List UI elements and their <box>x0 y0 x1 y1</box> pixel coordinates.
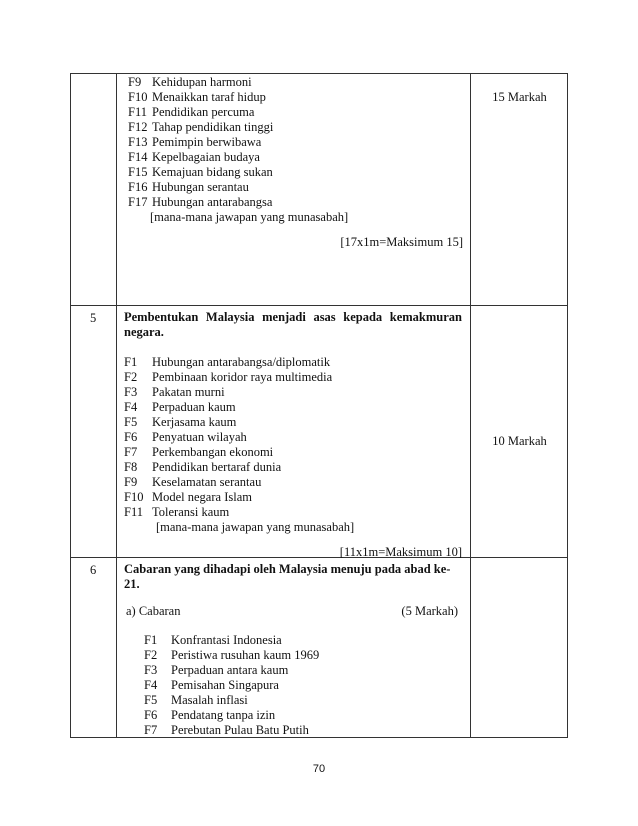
item-code: F5 <box>124 415 138 429</box>
item-text: Perkembangan ekonomi <box>152 445 274 459</box>
item-text: Toleransi kaum <box>152 505 230 519</box>
question-title: 21. <box>124 577 140 591</box>
subsection-marks: (5 Markah) <box>401 604 458 618</box>
item-code: F1 <box>144 633 158 647</box>
item-text: Perebutan Pulau Batu Putih <box>171 723 309 737</box>
item-text: Perpaduan kaum <box>152 400 236 414</box>
item-text: Kerjasama kaum <box>152 415 237 429</box>
item-text: Masalah inflasi <box>171 693 248 707</box>
row-2-number: 5 <box>90 311 97 325</box>
item-code: F9 <box>124 475 138 489</box>
item-code: F5 <box>144 693 158 707</box>
item-code: F16 <box>128 180 148 194</box>
item-code: F2 <box>124 370 138 384</box>
item-text: Perpaduan antara kaum <box>171 663 289 677</box>
item-code: F2 <box>144 648 158 662</box>
item-code: F7 <box>124 445 138 459</box>
column-divider <box>470 74 471 737</box>
item-text: Pendatang tanpa izin <box>171 708 276 722</box>
row-1-content <box>128 75 463 250</box>
answer-note: [mana-mana jawapan yang munasabah] <box>150 210 349 224</box>
row-3-content <box>124 562 462 738</box>
row-1-marks: 15 Markah <box>492 90 547 104</box>
item-code: F1 <box>124 355 138 369</box>
question-title: Pembentukan Malaysia menjadi asas kepada kemakmuran <box>124 310 462 324</box>
item-text: Pemisahan Singapura <box>171 678 279 692</box>
column-divider <box>116 74 117 737</box>
item-text: Kemajuan bidang sukan <box>152 165 273 179</box>
item-code: F3 <box>124 385 138 399</box>
item-code: F11 <box>128 105 147 119</box>
item-text: Kepelbagaian budaya <box>152 150 260 164</box>
row-divider <box>71 305 567 306</box>
item-text: Hubungan antarabangsa/diplomatik <box>152 355 331 369</box>
item-code: F14 <box>128 150 148 164</box>
row-2-marks: 10 Markah <box>492 434 547 448</box>
mark-total: [17x1m=Maksimum 15] <box>340 235 463 249</box>
item-code: F6 <box>124 430 138 444</box>
page-number: 70 <box>312 763 326 775</box>
item-code: F15 <box>128 165 148 179</box>
item-text: Kehidupan harmoni <box>152 75 252 89</box>
item-text: Peristiwa rusuhan kaum 1969 <box>171 648 320 662</box>
item-text: Pakatan murni <box>152 385 225 399</box>
row-2-content <box>124 310 462 560</box>
question-title: Cabaran yang dihadapi oleh Malaysia menuju pada abad ke- <box>124 562 451 576</box>
item-code: F4 <box>124 400 138 414</box>
item-text: Konfrantasi Indonesia <box>171 633 282 647</box>
item-code: F11 <box>124 505 143 519</box>
item-text: Penyatuan wilayah <box>152 430 247 444</box>
item-code: F9 <box>128 75 142 89</box>
answer-note: [mana-mana jawapan yang munasabah] <box>156 520 355 534</box>
item-text: Tahap pendidikan tinggi <box>152 120 274 134</box>
item-code: F10 <box>128 90 148 104</box>
item-code: F10 <box>124 490 144 504</box>
row-3-number: 6 <box>90 563 97 577</box>
item-code: F17 <box>128 195 148 209</box>
question-title: negara. <box>124 325 164 339</box>
item-text: Pemimpin berwibawa <box>152 135 262 149</box>
subsection-label: a) Cabaran <box>126 604 181 618</box>
item-text: Menaikkan taraf hidup <box>152 90 266 104</box>
answer-scheme-table <box>70 73 568 738</box>
item-code: F4 <box>144 678 158 692</box>
item-text: Keselamatan serantau <box>152 475 262 489</box>
item-text: Hubungan antarabangsa <box>152 195 273 209</box>
mark-total: [11x1m=Maksimum 10] <box>339 545 462 559</box>
item-code: F12 <box>128 120 148 134</box>
item-text: Hubungan serantau <box>152 180 249 194</box>
item-code: F8 <box>124 460 138 474</box>
item-code: F13 <box>128 135 148 149</box>
item-text: Model negara Islam <box>152 490 252 504</box>
item-text: Pendidikan percuma <box>152 105 255 119</box>
item-text: Pembinaan koridor raya multimedia <box>152 370 333 384</box>
item-text: Pendidikan bertaraf dunia <box>152 460 282 474</box>
item-code: F7 <box>144 723 158 737</box>
item-code: F6 <box>144 708 158 722</box>
item-code: F3 <box>144 663 158 677</box>
